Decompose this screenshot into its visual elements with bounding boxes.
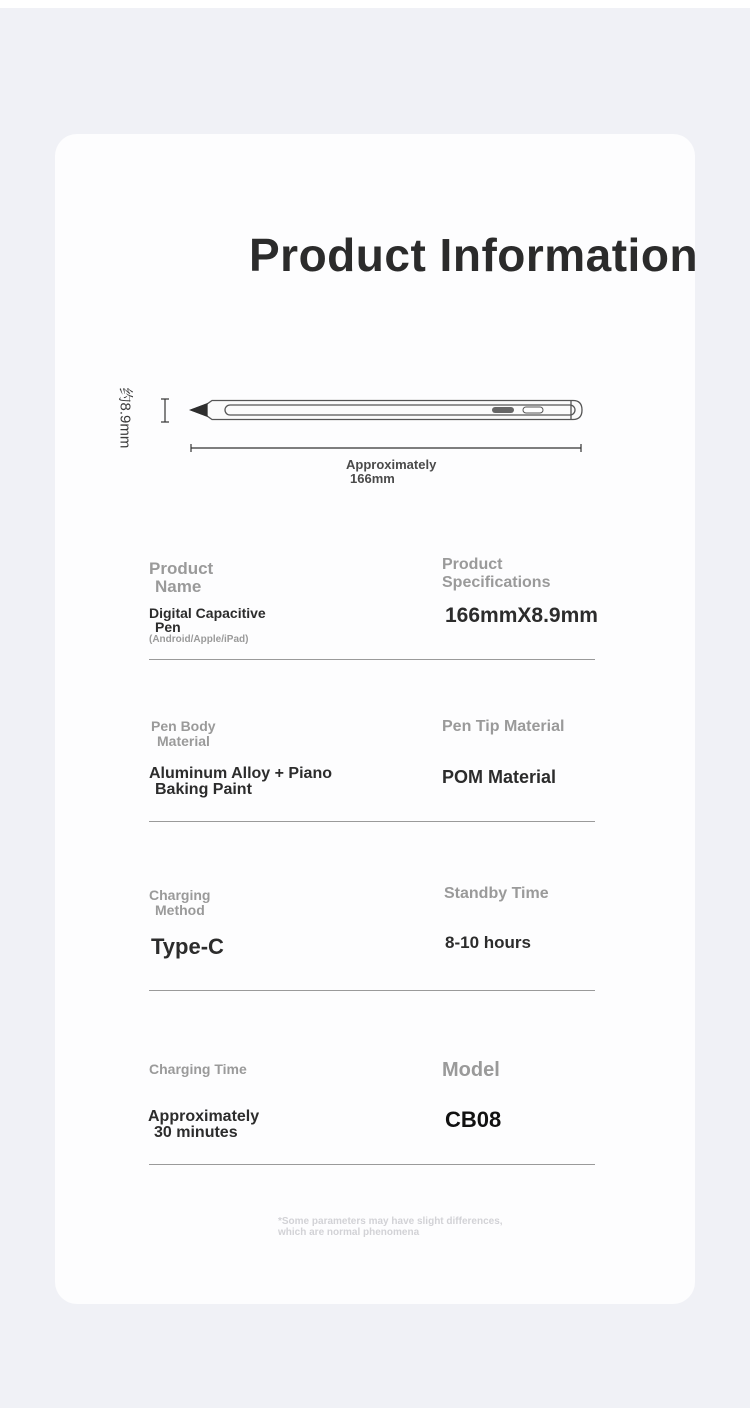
page-title: Product Information: [249, 229, 699, 281]
pen-illustration: [155, 390, 595, 460]
pen-button-dark: [492, 407, 514, 413]
body-material-label: Pen Body Material: [151, 718, 216, 749]
tip-material-label: Pen Tip Material: [442, 718, 565, 735]
length-dimension-line: [191, 444, 581, 452]
standby-label: Standby Time: [444, 885, 549, 902]
standby-value: 8-10 hours: [445, 933, 531, 952]
footnote: *Some parameters may have slight differences, which are normal phenomena: [278, 1216, 503, 1238]
model-label: Model: [442, 1059, 500, 1081]
model-value: CB08: [445, 1107, 502, 1132]
diameter-label: [116, 387, 137, 449]
product-spec-value: 166mmX8.9mm: [445, 604, 598, 627]
length-line-2: 166mm: [350, 471, 395, 486]
length-label: [346, 458, 436, 486]
spec-row-2: [149, 660, 595, 822]
spec-row-1: [149, 548, 598, 660]
charging-method-value: Type-C: [151, 934, 224, 959]
charging-time-label: Charging Time: [149, 1061, 247, 1077]
charging-time-value: Approximately 30 minutes: [148, 1108, 260, 1141]
spec-row-3: [149, 822, 595, 991]
pen-button-light: [523, 407, 543, 413]
tip-material-value: POM Material: [442, 767, 557, 787]
charging-method-label: Charging Method: [149, 887, 211, 918]
product-name-value: Digital Capacitive Pen (Android/Apple/iPad): [149, 605, 266, 645]
spec-row-4: [149, 991, 595, 1165]
diameter-bracket: [161, 399, 169, 422]
product-spec-label: Product Specifications: [442, 556, 551, 591]
product-name-label: Product Name: [149, 559, 214, 596]
body-material-value: Aluminum Alloy + Piano Baking Paint: [149, 765, 332, 798]
product-compat: (Android/Apple/iPad): [149, 634, 249, 645]
diameter-text: 约8.9mm: [116, 387, 134, 449]
spec-table: [148, 548, 598, 1165]
top-strip: [0, 0, 750, 8]
length-line-1: Approximately: [346, 457, 437, 472]
